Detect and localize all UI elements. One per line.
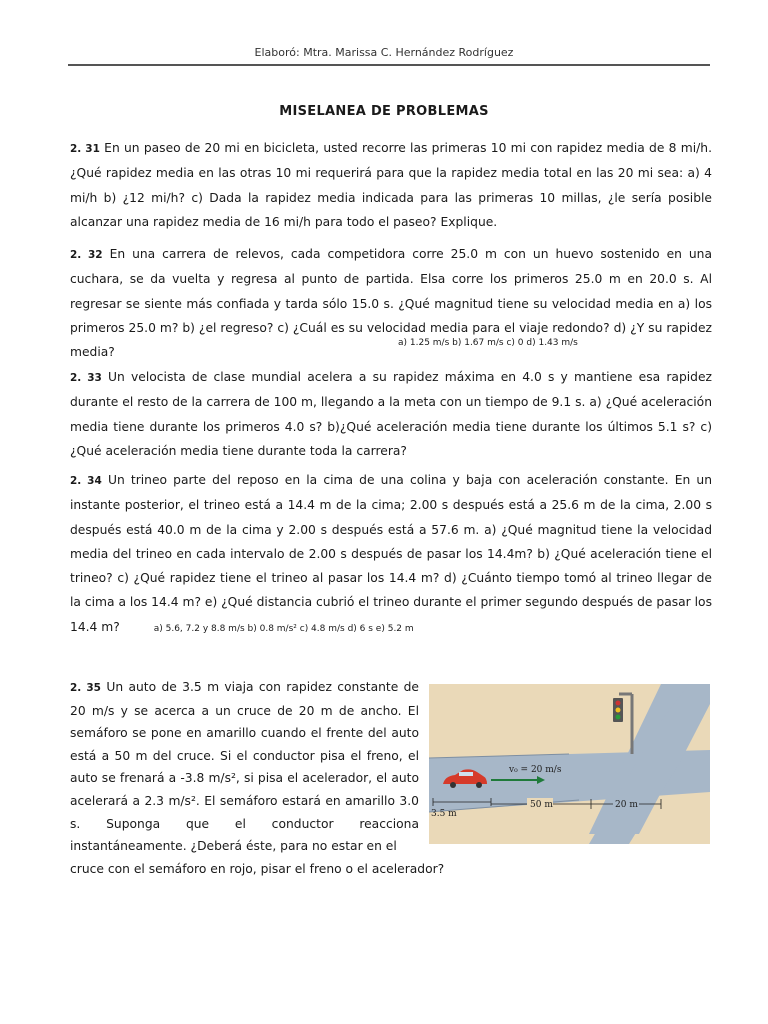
problem-2-32	[70, 242, 712, 364]
problem-text: En un paseo de 20 mi en bicicleta, usted recorre las primeras 10 mi con rapidez media de 8 mi/h. ¿Qué rapidez media en las otras 10 mi requerirá para que la rapidez media total en las 20 mi sea: a) 4 mi/h b) ¿12 mi/h? c) Dada la rapidez media indicada para las primeras 10 millas, ¿le sería posible alcanzar una rapidez media de 16 mi/h para todo el paseo? Explique.	[70, 141, 712, 229]
problem-2-34	[70, 468, 712, 641]
header-rule	[68, 64, 710, 66]
crossing-width-label: 20 m	[615, 800, 638, 810]
problem-number: 2. 35	[70, 682, 101, 694]
problem-2-35	[70, 676, 419, 858]
velocity-label: v₀ = 20 m/s	[509, 765, 562, 775]
yellow-light	[616, 708, 621, 713]
page-header: Elaboró: Mtra. Marissa C. Hernández Rodríguez	[254, 46, 514, 59]
problem-2-35-end: cruce con el semáforo en rojo, pisar el freno o el acelerador?	[70, 862, 445, 876]
problem-text: En una carrera de relevos, cada competidora corre 25.0 m con un huevo sostenido en una cuchara, se da vuelta y regresa al punto de partida. Elsa corre los primeros 25.0 m en 20.0 s. Al regresar se siente más confiada y tarda sólo 15.0 s. ¿Qué magnitud tiene su velocidad media en a) los primeros 25.0 m? b) ¿el regreso? c) ¿Cuál es su velocidad media para el viaje redondo? d) ¿Y su rapidez media?	[70, 247, 712, 360]
problem-number: 2. 31	[70, 143, 100, 155]
red-light	[616, 701, 621, 706]
problem-number: 2. 32	[70, 249, 103, 261]
car-length-label: 3.5 m	[431, 809, 457, 819]
problem-text: Un trineo parte del reposo en la cima de una colina y baja con aceleración constante. En un instante posterior, el trineo está a 14.4 m de la cima; 2.00 s después está a 25.6 m de la cima, 2.00 s después está 40.0 m de la cima y 2.00 s después está a 57.6 m. a) ¿Qué magnitud tiene la velocidad media del trineo en cada intervalo de 2.00 s después de pasar los 14.4m? b) ¿Qué aceleración tiene el trineo? c) ¿Qué rapidez tiene el trineo al pasar los 14.4 m? d) ¿Cuánto tiempo tomó al trineo llegar de la cima a los 14.4 m? e) ¿Qué distancia cubrió el trineo durante el primer segundo después de pasar los 14.4 m?	[70, 473, 712, 634]
problem-number: 2. 34	[70, 475, 102, 487]
traffic-light-figure	[429, 684, 710, 844]
problem-2-32-answer: a) 1.25 m/s b) 1.67 m/s c) 0 d) 1.43 m/s	[398, 338, 578, 348]
problem-2-33	[70, 365, 712, 463]
green-light	[616, 715, 621, 720]
problem-2-31	[70, 136, 712, 234]
page-title: MISELANEA DE PROBLEMAS	[279, 104, 489, 119]
problem-text: Un auto de 3.5 m viaja con rapidez constante de 20 m/s y se acerca a un cruce de 20 m de ancho. El semáforo se pone en amarillo cuando el frente del auto está a 50 m del cruce. Si el conductor pisa el freno, el auto se frenará a -3.8 m/s², si pisa el acelerador, el auto acelerará a 2.3 m/s². El semáforo estará en amarillo 3.0 s. Suponga que el conductor reacciona instantáneamente. ¿Deberá éste, para no estar en el	[70, 680, 419, 854]
problem-text: Un velocista de clase mundial acelera a su rapidez máxima en 4.0 s y mantiene esa rapidez durante el resto de la carrera de 100 m, llegando a la meta con un tiempo de 9.1 s. a) ¿Qué aceleración media tiene durante los primeros 4.0 s? b)¿Qué aceleración media tiene durante los últimos 5.1 s? c)¿Qué aceleración media tiene durante toda la carrera?	[70, 370, 712, 458]
distance-label: 50 m	[530, 800, 553, 810]
problem-2-34-answer: a) 5.6, 7.2 y 8.8 m/s b) 0.8 m/s² c) 4.8 m/s d) 6 s e) 5.2 m	[153, 623, 414, 634]
problem-number: 2. 33	[70, 372, 102, 384]
